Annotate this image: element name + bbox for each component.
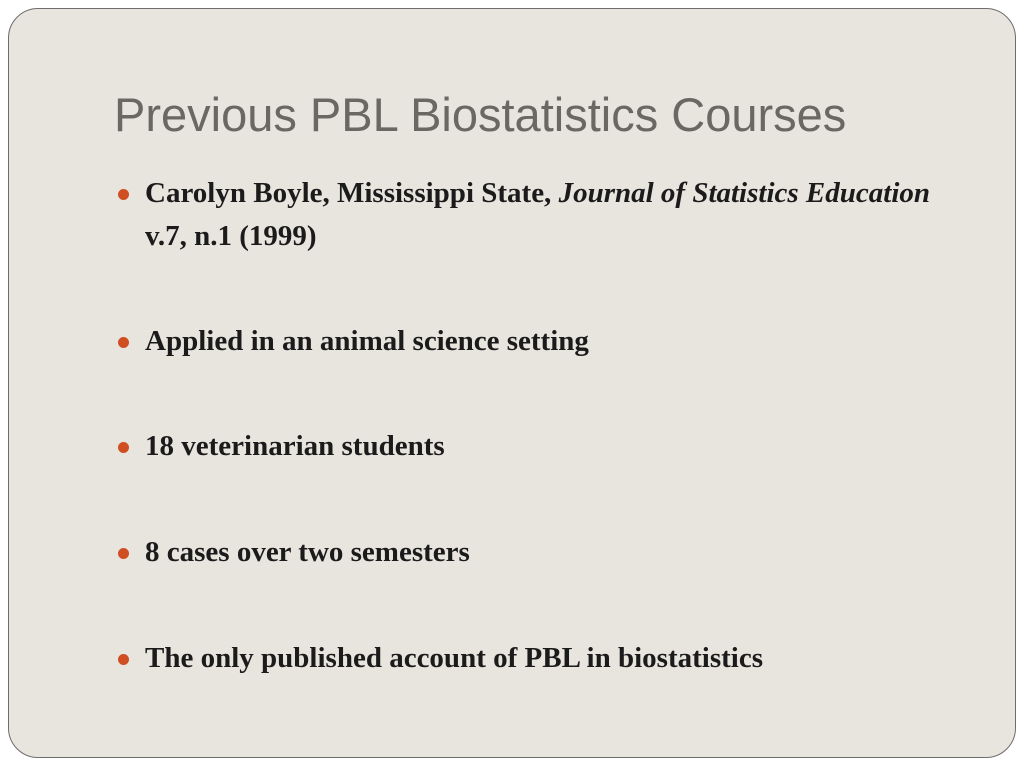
- bullet-item-cases: [116, 531, 946, 574]
- citation-author: Carolyn Boyle, Mississippi State,: [145, 177, 559, 209]
- bullet-text: Applied in an animal science setting: [145, 325, 589, 357]
- bullet-dot-icon: [118, 337, 129, 348]
- bullet-dot-icon: [118, 548, 129, 559]
- slide: [8, 8, 1016, 758]
- bullet-text: 18 veterinarian students: [145, 430, 445, 462]
- bullet-list: [116, 172, 946, 680]
- bullet-dot-icon: [118, 654, 129, 665]
- bullet-dot-icon: [118, 442, 129, 453]
- bullet-item-citation: [116, 172, 946, 258]
- bullet-item-published: [116, 637, 946, 680]
- slide-title: Previous PBL Biostatistics Courses: [114, 88, 847, 141]
- citation-volume: v.7, n.1 (1999): [145, 220, 317, 252]
- citation-journal: Journal of Statistics Education: [558, 177, 931, 209]
- bullet-item-setting: [116, 320, 946, 363]
- bullet-text: 8 cases over two semesters: [145, 536, 470, 568]
- bullet-dot-icon: [118, 189, 129, 200]
- bullet-item-students: [116, 425, 946, 468]
- bullet-text: The only published account of PBL in biostatistics: [145, 642, 763, 674]
